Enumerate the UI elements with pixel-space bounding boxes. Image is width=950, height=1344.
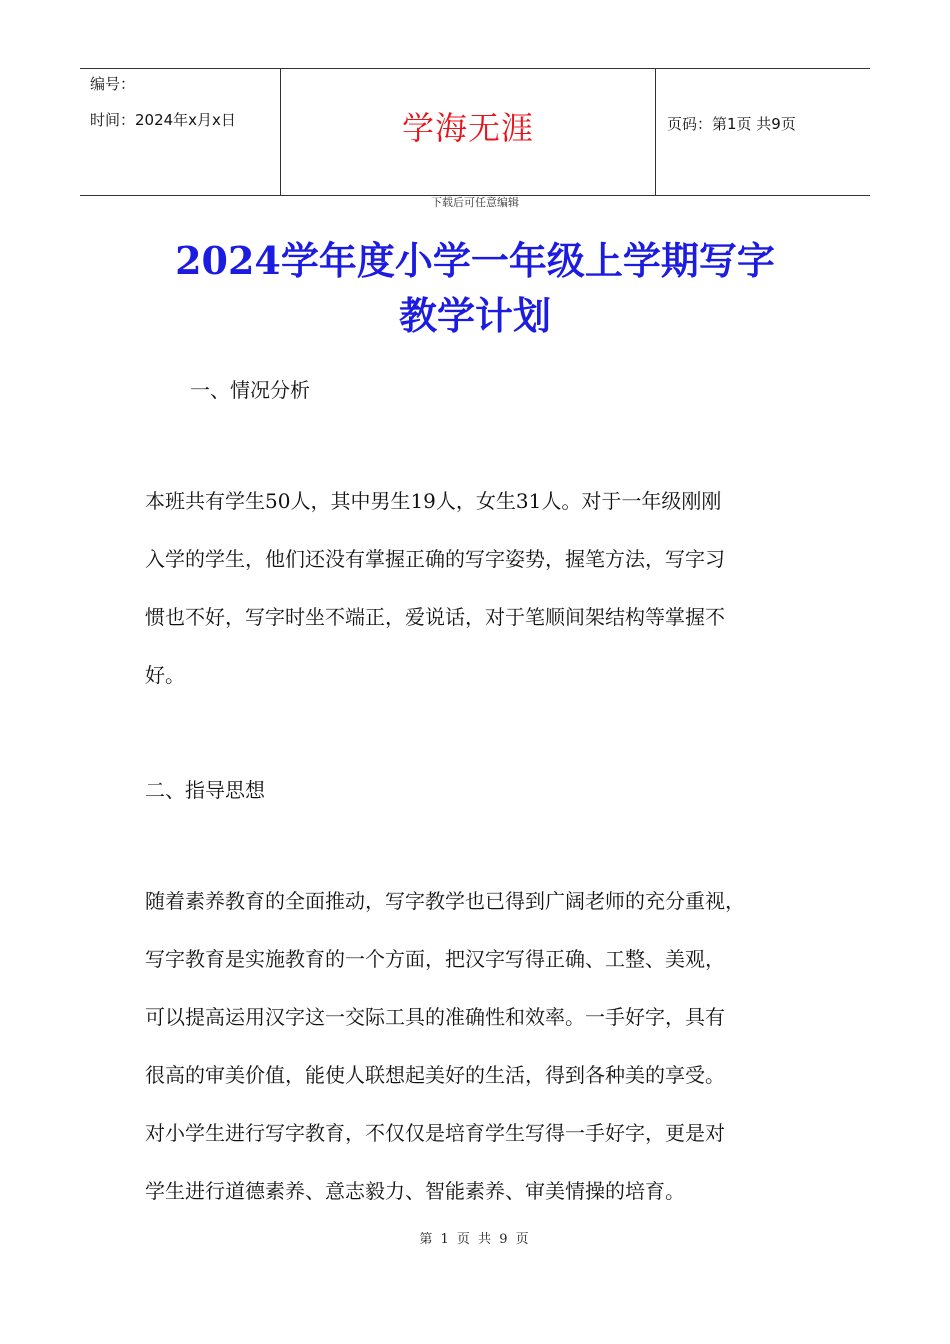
paragraph-line: 学生进行道德素养、意志毅力、智能素养、审美情操的培育。 (145, 1179, 685, 1203)
paragraph-line: 对小学生进行写字教育，不仅仅是培育学生写得一手好字，更是对 (145, 1121, 725, 1145)
section-paragraph-guidance (145, 872, 825, 1220)
paragraph-line: 惯也不好，写字时坐不端正，爱说话，对于笔顺间架结构等掌握不 (145, 605, 725, 629)
paragraph-line: 本班共有学生50人，其中男生19人，女生31人。对于一年级刚刚 (145, 489, 722, 513)
paragraph-line: 好。 (145, 663, 185, 687)
page-footer: 第 1 页 共 9 页 (419, 1232, 531, 1247)
paragraph-line: 很高的审美价值，能使人联想起美好的生活，得到各种美的享受。 (145, 1063, 725, 1087)
title-line-2: 教学计划 (398, 293, 551, 338)
paragraph-line: 随着素养教育的全面推动，写字教学也已得到广阔老师的充分重视， (145, 889, 745, 913)
paragraph-line: 可以提高运用汉字这一交际工具的准确性和效率。一手好字，具有 (145, 1005, 725, 1029)
document-title (120, 233, 830, 343)
section-heading-situation: 一、情况分析 (190, 378, 310, 402)
paragraph-line: 写字教育是实施教育的一个方面，把汉字写得正确、工整、美观， (145, 947, 725, 971)
document-header (80, 68, 870, 196)
serial-label: 编号： (90, 75, 136, 93)
header-meta-cell (80, 69, 280, 195)
section-paragraph-situation (145, 472, 825, 704)
paragraph-line: 入学的学生，他们还没有掌握正确的写字姿势，握笔方法，写字习 (145, 547, 725, 571)
time-label: 时间：2024年x月x日 (90, 111, 236, 129)
brand-logo-text: 学海无涯 (401, 109, 534, 147)
header-page-cell (655, 69, 870, 195)
edit-note: 下载后可任意编辑 (431, 196, 519, 209)
header-brand-cell (280, 69, 656, 195)
title-line-1: 2024学年度小学一年级上学期写字 (175, 238, 775, 283)
section-heading-guidance: 二、指导思想 (145, 778, 265, 802)
page-code: 页码：第1页 共9页 (667, 115, 796, 133)
